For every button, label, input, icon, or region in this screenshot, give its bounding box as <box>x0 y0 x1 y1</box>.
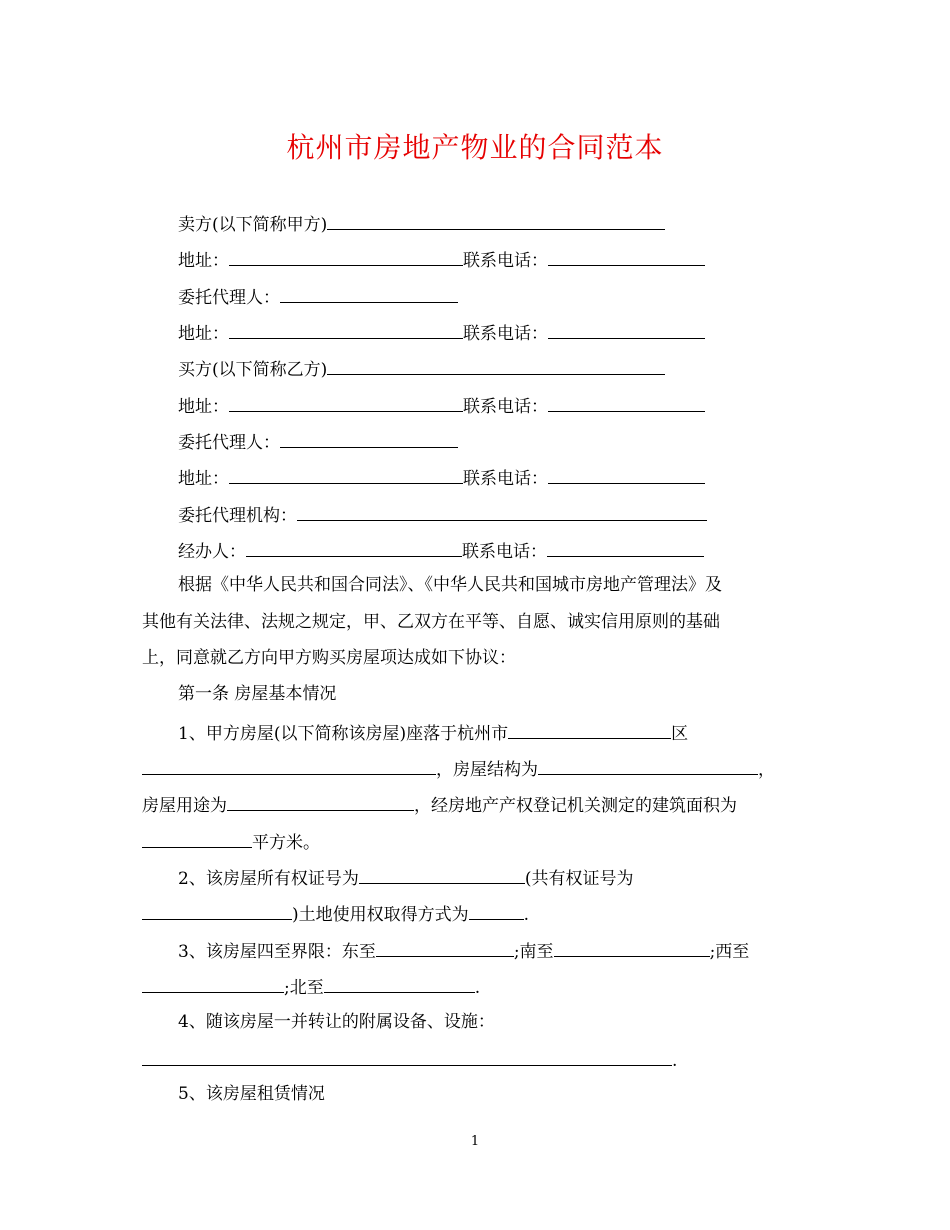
intro-line-2: 其他有关法律、法规之规定，甲、乙双方在平等、自愿、诚实信用原则的基础 <box>142 612 720 632</box>
item2-text-b: (共有权证号为 <box>524 869 634 889</box>
handler-label: 经办人： <box>178 542 246 562</box>
address-blank <box>229 464 463 484</box>
address-blank <box>229 246 463 266</box>
buyer-blank <box>327 355 665 375</box>
phone-label: 联系电话： <box>462 542 547 562</box>
address-blank <box>229 319 463 339</box>
item1-text-f: ，经房地产产权登记机关测定的建筑面积为 <box>414 796 737 816</box>
usage-blank <box>227 791 414 811</box>
agency-label: 委托代理机构： <box>178 506 297 526</box>
agency-blank <box>297 501 707 521</box>
east-blank <box>376 937 514 957</box>
item2-line-2 <box>142 900 529 927</box>
agent-label: 委托代理人： <box>178 288 280 308</box>
phone-label: 联系电话： <box>463 324 548 344</box>
agency-line <box>178 501 707 528</box>
item1-line-4 <box>142 828 320 855</box>
certificate-blank <box>359 864 525 884</box>
item1-text-d: ， <box>758 760 775 780</box>
handler-blank <box>246 537 462 557</box>
item3-text-d: ;北至 <box>284 978 324 998</box>
agent-blank <box>280 283 458 303</box>
document-title: 杭州市房地产物业的合同范本 <box>286 131 664 164</box>
item2-text-a: 2、该房屋所有权证号为 <box>178 869 359 889</box>
phone-label: 联系电话： <box>463 397 548 417</box>
item5-line: 5、该房屋租赁情况 <box>178 1084 325 1104</box>
phone-label: 联系电话： <box>463 251 548 271</box>
page-number: 1 <box>470 1134 480 1149</box>
buyer-agent-line <box>178 428 458 455</box>
intro-line-1: 根据《中华人民共和国合同法》、《中华人民共和国城市房地产管理法》及 <box>178 575 722 595</box>
west-blank <box>142 973 284 993</box>
article1-heading: 第一条 房屋基本情况 <box>178 684 337 704</box>
buyer-agent-address-line <box>178 464 705 491</box>
buyer-address-line <box>178 392 705 419</box>
structure-blank <box>538 755 758 775</box>
phone-blank <box>548 319 705 339</box>
phone-blank <box>548 392 705 412</box>
item3-text-c: ;西至 <box>709 942 750 962</box>
south-blank <box>554 937 710 957</box>
item1-text-a: 1、甲方房屋(以下简称该房屋)座落于杭州市 <box>178 724 509 744</box>
co-certificate-blank <box>142 900 292 920</box>
item4-text-b: . <box>672 1051 678 1071</box>
item1-text-b: 区 <box>671 724 689 744</box>
seller-line <box>178 210 665 237</box>
item1-text-c: ，房屋结构为 <box>436 760 538 780</box>
district-blank <box>508 719 671 739</box>
item1-text-g: 平方米。 <box>252 833 320 853</box>
agent-label: 委托代理人： <box>178 433 280 453</box>
item4-line-2 <box>142 1046 677 1073</box>
item3-text-b: ;南至 <box>513 942 554 962</box>
item1-text-e: 房屋用途为 <box>142 796 227 816</box>
phone-blank <box>548 246 705 266</box>
item2-text-d: . <box>523 905 530 925</box>
item3-line-1 <box>178 937 749 964</box>
item2-text-c: )土地使用权取得方式为 <box>292 905 469 925</box>
phone-label: 联系电话： <box>463 469 548 489</box>
item2-line-1 <box>178 864 633 891</box>
address-label: 地址： <box>178 397 229 417</box>
facilities-blank <box>142 1046 672 1066</box>
address-label: 地址： <box>178 324 229 344</box>
seller-agent-address-line <box>178 319 705 346</box>
handler-line <box>178 537 704 564</box>
seller-blank <box>327 210 665 230</box>
address-label: 地址： <box>178 469 229 489</box>
item3-line-2 <box>142 973 480 1000</box>
intro-line-3: 上，同意就乙方向甲方购买房屋项达成如下协议： <box>142 648 516 668</box>
phone-blank <box>547 537 704 557</box>
agent-blank <box>280 428 458 448</box>
item4-line-1: 4、随该房屋一并转让的附属设备、设施： <box>178 1012 495 1032</box>
seller-label: 卖方(以下简称甲方) <box>178 215 328 235</box>
location-blank <box>142 755 436 775</box>
address-label: 地址： <box>178 251 229 271</box>
buyer-label: 买方(以下简称乙方) <box>178 360 328 380</box>
phone-blank <box>548 464 705 484</box>
seller-agent-line <box>178 283 458 310</box>
item3-text-a: 3、该房屋四至界限：东至 <box>178 942 376 962</box>
north-blank <box>324 973 475 993</box>
item1-line-1 <box>178 719 688 746</box>
item1-line-3 <box>142 791 737 818</box>
item3-text-e: . <box>474 978 481 998</box>
buyer-line <box>178 355 665 382</box>
address-blank <box>229 392 463 412</box>
item1-line-2 <box>142 755 775 782</box>
land-use-blank <box>469 900 524 920</box>
seller-address-line <box>178 246 705 273</box>
area-blank <box>142 828 252 848</box>
